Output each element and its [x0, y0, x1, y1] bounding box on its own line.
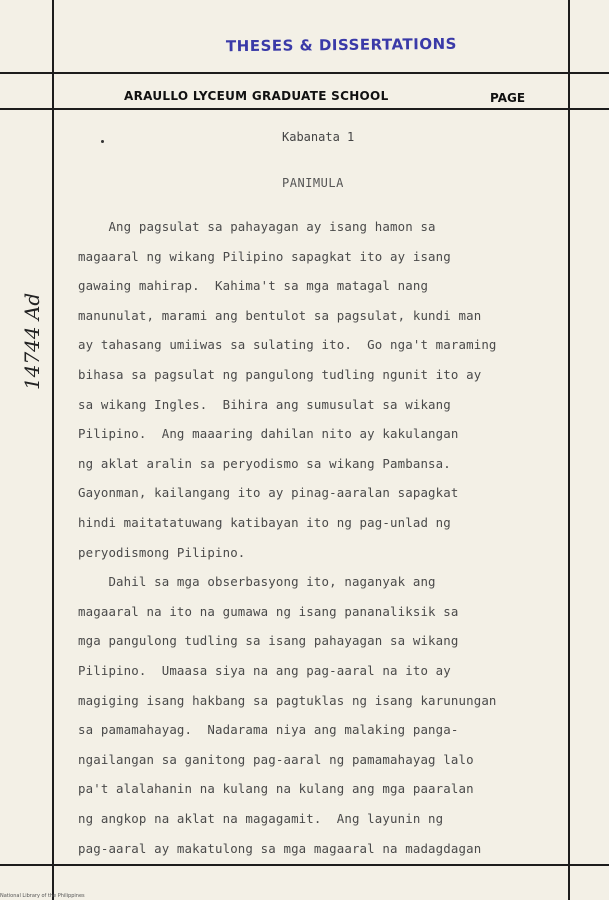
body-line: sa wikang Ingles. Bihira ang sumusulat sa wikang: [78, 396, 451, 412]
body-line: ay tahasang umiiwas sa sulating ito. Go nga't maraming: [78, 337, 497, 353]
header-top-rule: [0, 72, 609, 74]
body-line: ng aklat aralin sa peryodismo sa wikang Pambansa.: [78, 455, 451, 471]
ink-dot: [101, 140, 104, 143]
footer-credit: National Library of the Philippines: [0, 893, 85, 899]
body-line: magiging isang hakbang sa pagtuklas ng isang karunungan: [78, 692, 497, 708]
body-line: manunulat, marami ang bentulot sa pagsulat, kundi man: [78, 307, 482, 323]
body-line: bihasa sa pagsulat ng pangulong tudling ngunit ito ay: [78, 367, 482, 382]
theses-stamp: THESES & DISSERTATIONS: [225, 34, 458, 56]
body-line: hindi maitatatuwang katibayan ito ng pag-unlad ng: [78, 515, 451, 530]
chapter-title: Kabanata 1: [282, 130, 355, 144]
body-line: Pilipino. Umaasa siya na ang pag-aaral na ito ay: [78, 663, 451, 678]
body-line: ng angkop na aklat na magagamit. Ang layunin ng: [78, 811, 444, 826]
body-line: mga pangulong tudling sa isang pahayagan sa wikang: [78, 633, 459, 649]
body-line: pa't alalahanin na kulang na kulang ang mga paaralan: [78, 781, 474, 797]
body-line: magaaral na ito na gumawa ng isang pananaliksik sa: [78, 603, 459, 619]
page-label: PAGE: [490, 91, 526, 105]
body-line: magaaral ng wikang Pilipino sapagkat ito ay isang: [78, 248, 451, 264]
left-margin-rule: [52, 0, 54, 900]
body-line: Dahil sa mga obserbasyong ito, naganyak ang: [78, 574, 436, 590]
body-line: Gayonman, kailangang ito ay pinag-aaralan sapagkat: [78, 485, 459, 501]
body-line: gawaing mahirap. Kahima't sa mga matagal nang: [78, 278, 429, 294]
school-name: ARAULLO LYCEUM GRADUATE SCHOOL: [124, 89, 389, 103]
section-title: PANIMULA: [282, 176, 344, 190]
body-line: peryodismong Pilipino.: [78, 544, 246, 560]
right-margin-rule: [568, 0, 570, 900]
body-line: pag-aaral ay makatulong sa mga magaaral na madagdagan: [78, 840, 482, 856]
footer-rule: [0, 864, 609, 866]
header-bottom-rule: [0, 108, 609, 110]
handwritten-note: 14744 Ad: [20, 292, 44, 390]
body-line: ngailangan sa ganitong pag-aaral ng pamamahayag lalo: [78, 751, 474, 767]
body-line: Pilipino. Ang maaaring dahilan nito ay kakulangan: [78, 426, 459, 442]
body-line: sa pamamahayag. Nadarama niya ang malaking panga-: [78, 722, 459, 738]
body-line: Ang pagsulat sa pahayagan ay isang hamon sa: [78, 219, 436, 234]
